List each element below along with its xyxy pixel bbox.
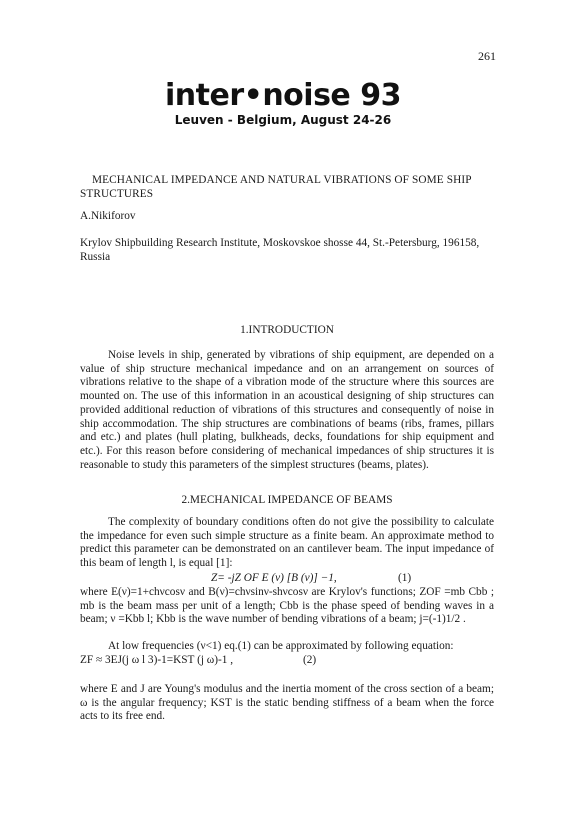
equation-2: ZF ≈ 3EJ(j ω l 3)-1=KST (j ω)-1 , <box>80 654 234 666</box>
affiliation: Krylov Shipbuilding Research Institute, Moskovskoe shosse 44, St.-Petersburg, 196158, Russia <box>80 237 480 263</box>
paragraph-introduction: Noise levels in ship, generated by vibrations of ship equipment, are depended on a value of ship structure mechanical impedance and on an arrangement on sources of vibrations relative to the shape of a vibration mode of the structure where this sources are mounted on. The use of this information in an acoustical designing of ship structures can provided additional reduction of vibrations of this structures and consequently of noise in ship accommodation. The ship structures are combinations of beams (ribs, frames, pillars and etc.) and plates (hull plating, bulkheads, decks, foundations for ship equipment and etc.). For this reason before considering of mechanical impedances of ship structures it is reasonable to study this parameters of the simplest structures (beams, plates). <box>80 349 494 471</box>
equation-2-number: (2) <box>303 654 317 666</box>
paragraph-impedance: The complexity of boundary conditions often do not give the possibility to calculate the impedance for even such simple structure as a finite beam. An approximate method to predict this parameter can be demonstrated on an cantilever beam. The input impedance of this beam of length l, is equal [1]: <box>80 516 494 570</box>
conference-logo: inter•noise 93 <box>165 78 401 113</box>
conference-subtitle: Leuven - Belgium, August 24-26 <box>174 113 392 127</box>
section-heading-introduction: 1.INTRODUCTION <box>240 324 334 336</box>
paragraph-equation-1-definitions: where E(ν)=1+chνcosν and B(ν)=chνsinν-shνcosν are Krylov's functions; ZOF =mb Cbb ; mb is the beam mass per unit of a length; Cbb is the phase speed of bending waves in a beam; ν =Kbb l; Kbb is the wave number of bending vibrations of a beam; j=(-1)1/2 . <box>80 586 494 626</box>
paragraph-equation-2-definitions: where E and J are Young's modulus and the inertia moment of the cross section of a beam; ω is the angular frequency; KST is the static bending stiffness of a beam when the force acts to its free end. <box>80 683 494 723</box>
equation-1: Z= -jZ OF E (ν) [B (ν)] −1, <box>211 572 337 584</box>
equation-1-number: (1) <box>398 572 412 584</box>
paragraph-low-frequency: At low frequencies (ν<1) eq.(1) can be approximated by following equation: <box>108 640 454 652</box>
paper-title: MECHANICAL IMPEDANCE AND NATURAL VIBRATIONS OF SOME SHIP STRUCTURES <box>80 174 472 200</box>
page-number: 261 <box>478 49 496 63</box>
author: A.Nikiforov <box>80 210 136 222</box>
section-heading-impedance: 2.MECHANICAL IMPEDANCE OF BEAMS <box>181 494 393 506</box>
